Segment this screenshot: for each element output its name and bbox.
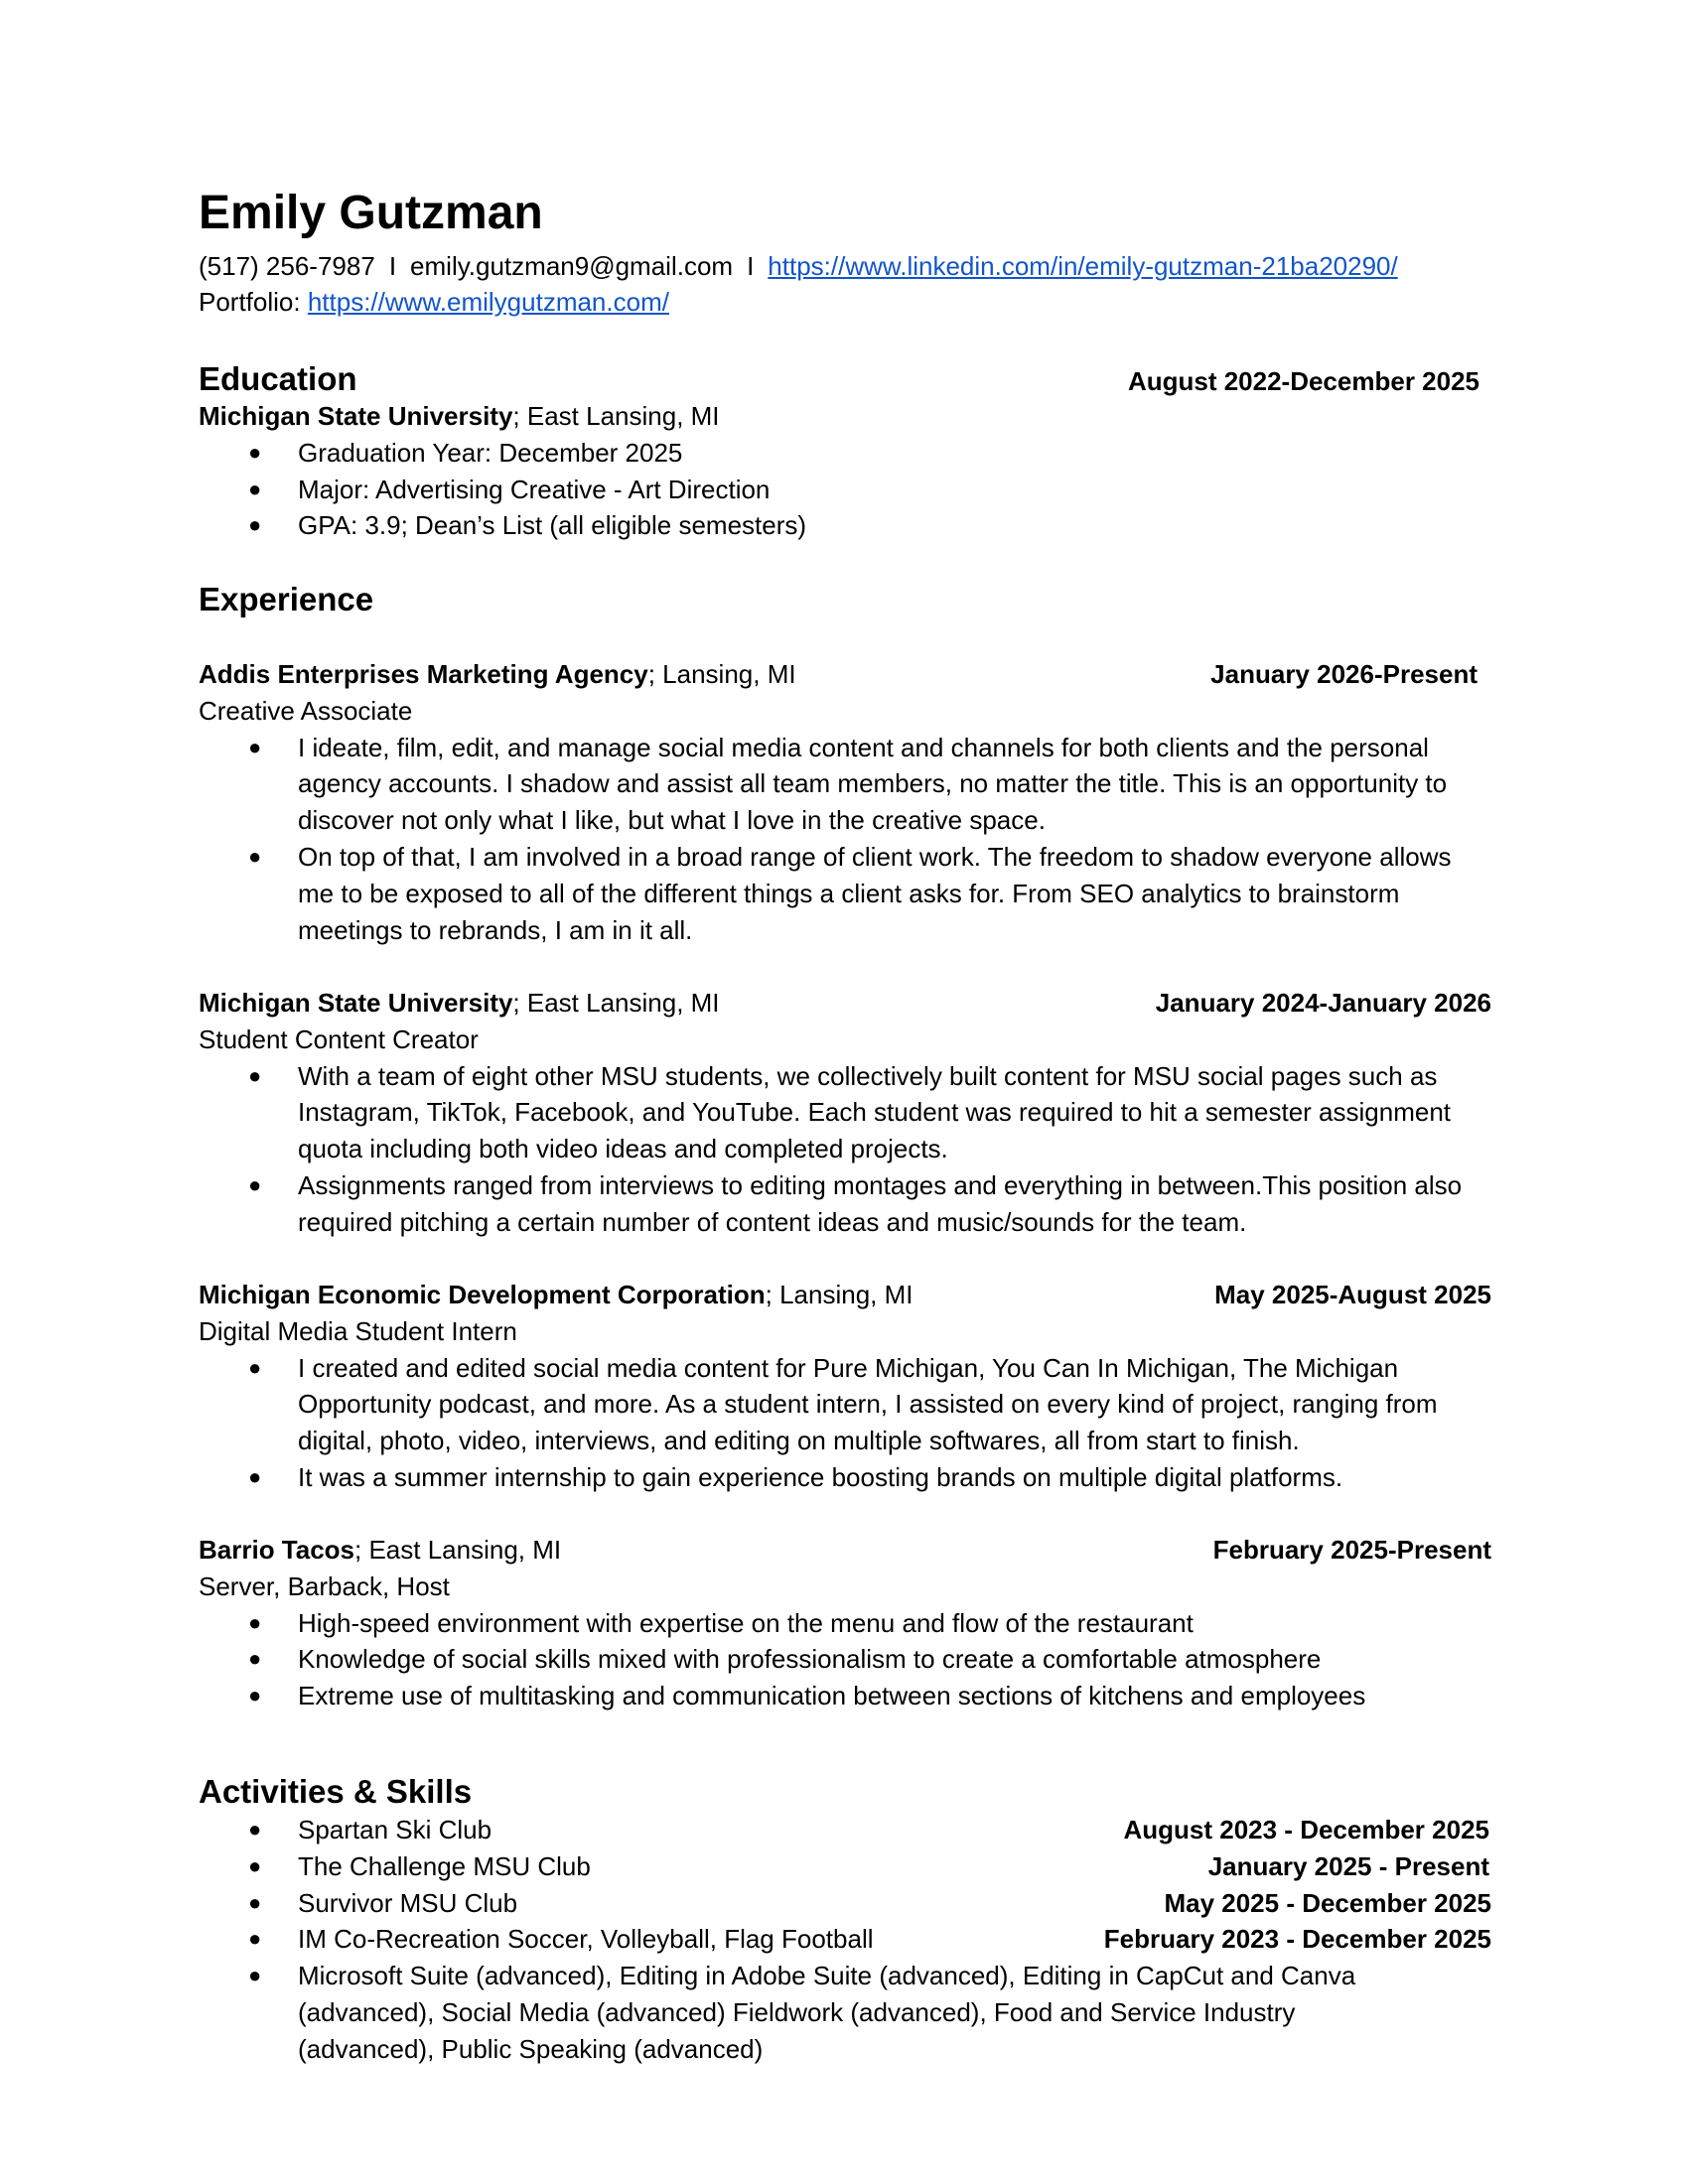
activity-row <box>199 1921 1491 1958</box>
job-location: ; Lansing, MI <box>765 1280 914 1309</box>
portfolio-line <box>199 284 1398 320</box>
activity-row <box>199 1885 1491 1922</box>
list-item: ● It was a summer internship to gain experience boosting brands on multiple digital platforms. <box>199 1459 1491 1496</box>
experience-heading: Experience <box>199 581 374 617</box>
list-item: ● Extreme use of multitasking and communication between sections of kitchens and employees <box>199 1678 1491 1714</box>
bullet-icon: ● <box>248 734 262 759</box>
separator: I <box>747 251 755 281</box>
bullet-icon: ● <box>248 476 262 501</box>
job-dates: January 2024-January 2026 <box>1155 988 1491 1018</box>
activity-dates: August 2023 - December 2025 <box>1123 1815 1489 1844</box>
bullet-icon: ● <box>248 1646 262 1672</box>
activity-row <box>199 1812 1491 1848</box>
job-role: Server, Barback, Host <box>199 1570 450 1601</box>
email-address: emily.gutzman9@gmail.com <box>410 251 734 281</box>
list-item: ● With a team of eight other MSU students, we collectively built content for MSU social pages such as Instagram, TikTok, Facebook, and YouTube. Each student was required to hit a semester assignment quota including both video ideas and completed projects. <box>199 1058 1491 1167</box>
list-item: ● Knowledge of social skills mixed with professionalism to create a comfortable atmosphere <box>199 1641 1491 1678</box>
education-heading: Education <box>199 360 357 397</box>
bullet-icon: ● <box>248 1171 262 1197</box>
bullet-icon: ● <box>248 1609 262 1635</box>
activity-name: IM Co-Recreation Soccer, Volleyball, Flag Football <box>298 1924 874 1955</box>
job-org-line <box>199 656 1491 693</box>
job-entry <box>199 1277 1491 1496</box>
job-location: ; East Lansing, MI <box>512 988 720 1018</box>
job-location: ; East Lansing, MI <box>354 1535 562 1565</box>
bullet-icon: ● <box>248 1354 262 1380</box>
phone-number: (517) 256-7987 <box>199 251 375 281</box>
activity-name: The Challenge MSU Club <box>298 1850 591 1881</box>
list-item: ● Assignments ranged from interviews to editing montages and everything in between.This position also required pitching a certain number of content ideas and music/sounds for the team. <box>199 1167 1491 1241</box>
separator: I <box>388 251 397 281</box>
activity-dates: January 2025 - Present <box>1207 1850 1489 1881</box>
list-item: ● On top of that, I am involved in a broad range of client work. The freedom to shadow everyone allows me to be exposed to all of the different things a client asks for. From SEO analytics to brainstorm meetings to rebrands, I am in it all. <box>199 839 1491 948</box>
activities-heading: Activities & Skills <box>199 1773 473 1810</box>
skills-text: Microsoft Suite (advanced), Editing in Adobe Suite (advanced), Editing in CapCut and Canva (advanced), Social Media (advanced) Fieldwork (advanced), Food and Service Industry (advanced), Public Speaking (advanced) <box>298 1961 1356 2064</box>
education-bullets <box>199 435 1491 544</box>
bullet-icon: ● <box>248 1062 262 1088</box>
school-location: ; East Lansing, MI <box>512 401 720 431</box>
job-bullets <box>199 730 1491 949</box>
education-school-line <box>199 398 1491 435</box>
job-location: ; Lansing, MI <box>647 659 796 689</box>
activities-list <box>199 1812 1491 2068</box>
bullet-icon: ● <box>248 512 262 538</box>
contact-info <box>199 248 1398 320</box>
job-role: Digital Media Student Intern <box>199 1315 517 1346</box>
job-bullets <box>199 1058 1491 1241</box>
list-item: ● I created and edited social media content for Pure Michigan, You Can In Michigan, The Michigan Opportunity podcast, and more. As a student intern, I assisted on every kind of project, ranging from digital, photo, video, interviews, and editing on multiple softwares, all from start to finish. <box>199 1350 1491 1459</box>
portfolio-link[interactable]: https://www.emilygutzman.com/ <box>307 287 669 317</box>
job-dates: January 2026-Present <box>1210 659 1477 689</box>
list-item: ● Graduation Year: December 2025 <box>199 435 1491 472</box>
activity-dates: February 2023 - December 2025 <box>1103 1924 1491 1955</box>
bullet-icon: ● <box>248 843 262 869</box>
skills-row <box>199 1958 1491 2067</box>
job-org-line <box>199 1277 1491 1313</box>
bullet-icon: ● <box>248 1963 262 1988</box>
bullet-icon: ● <box>248 1463 262 1489</box>
education-dates: August 2022-December 2025 <box>1127 366 1479 396</box>
job-dates: May 2025-August 2025 <box>1214 1280 1491 1309</box>
job-bullets <box>199 1350 1491 1496</box>
job-org: Michigan Economic Development Corporation <box>199 1280 766 1309</box>
portfolio-label: Portfolio: <box>199 287 301 317</box>
job-bullets <box>199 1605 1491 1714</box>
job-role: Creative Associate <box>199 695 413 726</box>
linkedin-link[interactable]: https://www.linkedin.com/in/emily-gutzman-21ba20290/ <box>768 251 1398 281</box>
job-role: Student Content Creator <box>199 1024 479 1054</box>
job-entry <box>199 1532 1491 1714</box>
contact-line <box>199 248 1398 284</box>
bullet-icon: ● <box>248 1852 262 1878</box>
job-entry <box>199 656 1491 948</box>
job-org-line <box>199 985 1491 1022</box>
job-entry <box>199 985 1491 1241</box>
activity-name: Spartan Ski Club <box>298 1815 492 1844</box>
list-item: ● High-speed environment with expertise on the menu and flow of the restaurant <box>199 1605 1491 1642</box>
bullet-icon: ● <box>248 1926 262 1952</box>
activity-name: Survivor MSU Club <box>298 1887 518 1918</box>
list-item: ● I ideate, film, edit, and manage social media content and channels for both clients and the personal agency accounts. I shadow and assist all team members, no matter the title. This is an opportunity to discover not only what I like, but what I love in the creative space. <box>199 730 1491 839</box>
job-org-line <box>199 1532 1491 1569</box>
activity-dates: May 2025 - December 2025 <box>1164 1887 1491 1918</box>
activity-row <box>199 1848 1491 1885</box>
job-dates: February 2025-Present <box>1212 1535 1491 1565</box>
school-name: Michigan State University <box>199 401 513 431</box>
job-org: Barrio Tacos <box>199 1535 355 1565</box>
list-item: ● GPA: 3.9; Dean’s List (all eligible semesters) <box>199 507 1491 544</box>
bullet-icon: ● <box>248 1889 262 1915</box>
bullet-icon: ● <box>248 1817 262 1842</box>
bullet-icon: ● <box>248 1683 262 1708</box>
list-item: ● Major: Advertising Creative - Art Direction <box>199 472 1491 508</box>
job-org: Addis Enterprises Marketing Agency <box>199 659 648 689</box>
bullet-icon: ● <box>248 439 262 465</box>
education-block <box>199 398 1491 544</box>
resume-name: Emily Gutzman <box>199 187 543 239</box>
job-org: Michigan State University <box>199 988 513 1018</box>
